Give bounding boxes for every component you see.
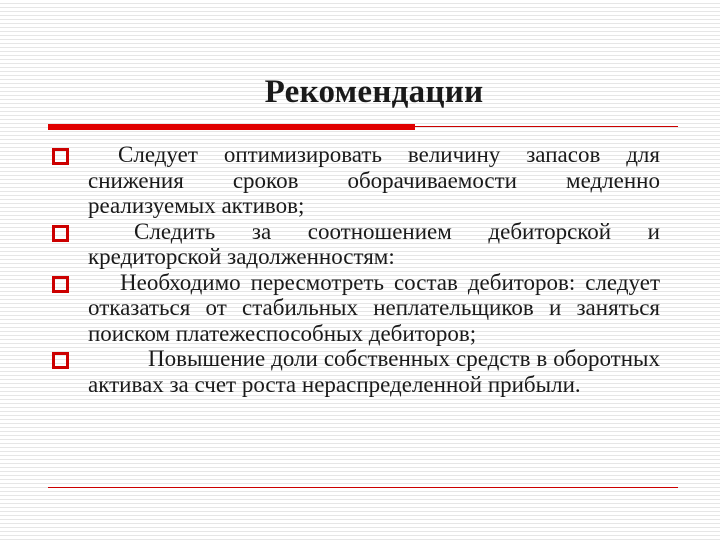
title-accent-bar — [48, 124, 415, 130]
list-item — [52, 270, 660, 347]
hollow-square-bullet-icon — [52, 225, 69, 242]
bottom-divider — [48, 487, 678, 488]
list-item — [52, 219, 660, 270]
list-item-text: Следует оптимизировать величину запасов для снижения сроков оборачиваемости медленно реализуемых активов; — [88, 142, 660, 218]
list-item — [52, 142, 660, 219]
hollow-square-bullet-icon — [52, 148, 69, 165]
recommendations-list — [52, 142, 660, 397]
slide-title: Рекомендации — [264, 74, 484, 110]
hollow-square-bullet-icon — [52, 276, 69, 293]
list-item — [52, 346, 660, 397]
list-item-text: Следить за соотношением дебиторской и кредиторской задолженностям: — [88, 218, 660, 269]
list-item-text: Повышение доли собственных средств в оборотных активах за счет роста нераспределенной прибыли. — [88, 346, 660, 397]
list-item-text: Необходимо пересмотреть состав дебиторов: следует отказаться от стабильных неплательщиков и заняться поиском платежеспособных дебиторов; — [88, 269, 660, 346]
hollow-square-bullet-icon — [52, 352, 69, 369]
